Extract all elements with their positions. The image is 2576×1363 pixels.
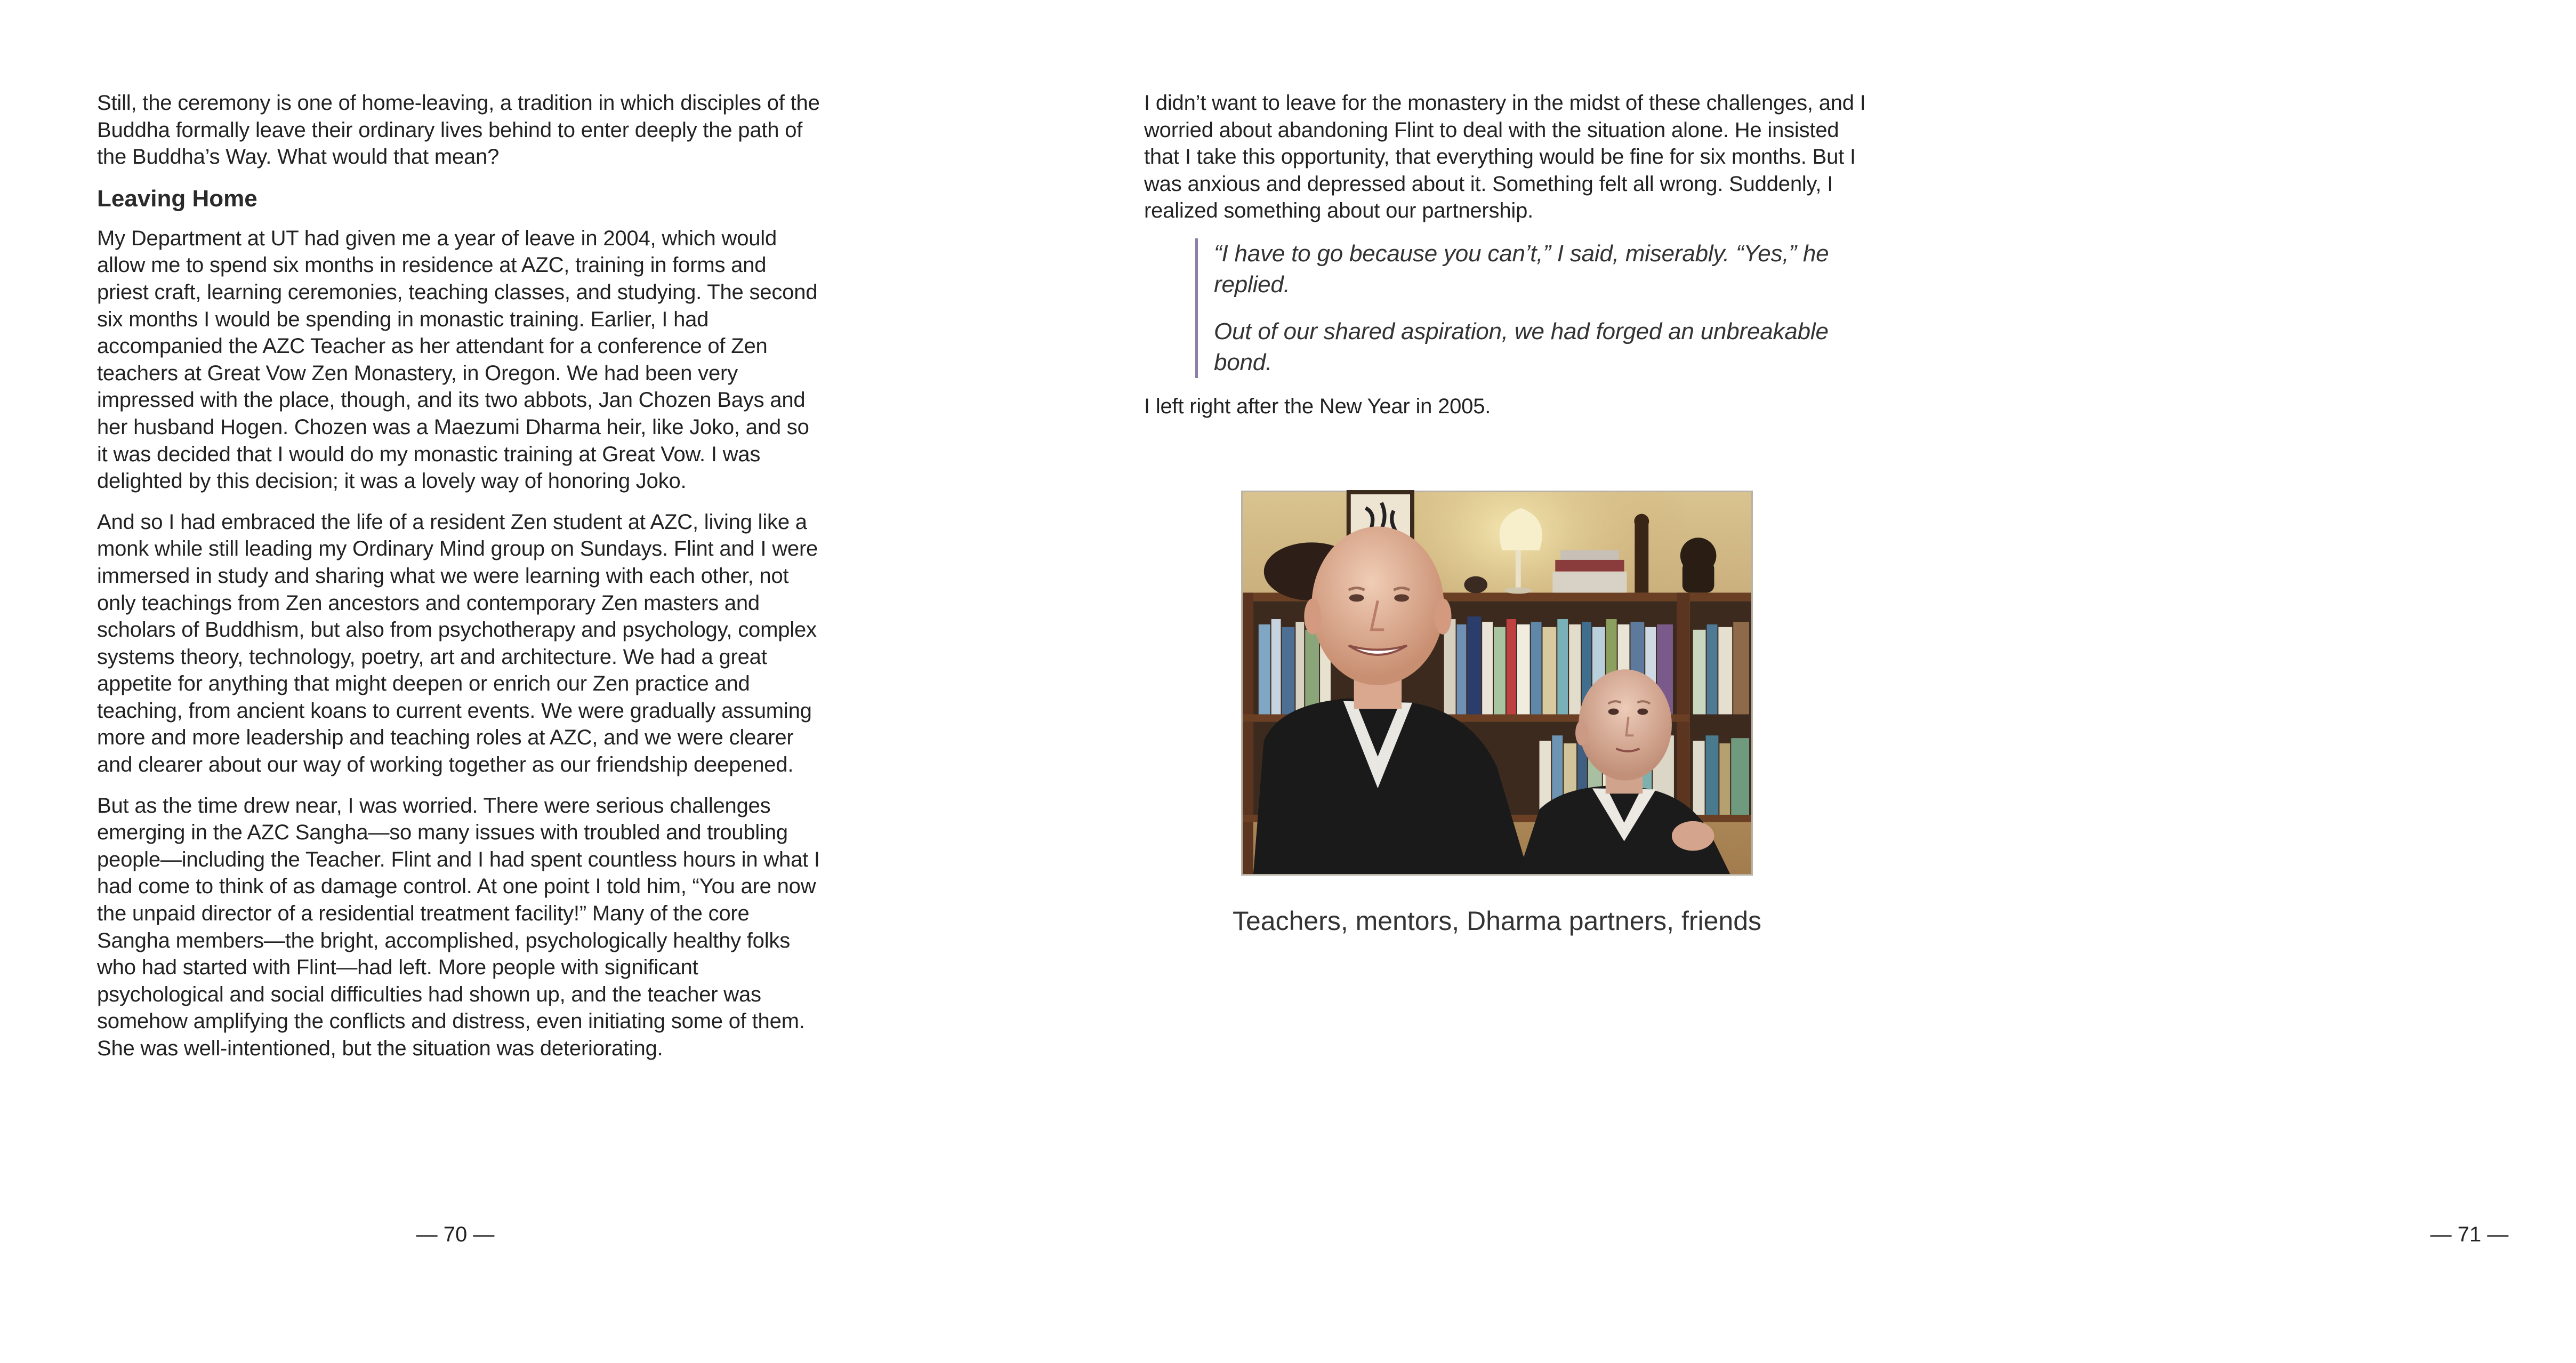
photo-caption: Teachers, mentors, Dharma partners, friends xyxy=(1232,906,1762,936)
body-paragraph: I didn’t want to leave for the monastery in the midst of these challenges, and I worried about abandoning Flint to deal with the situation alone. He insisted that I take this opportunity, that everything would be fine for six months. But I was anxious and depressed about it. Something felt all wrong. Suddenly, I realized something about our partnership. xyxy=(1144,91,1866,223)
body-paragraph: My Department at UT had given me a year of leave in 2004, which would allow me to spend six months in residence at AZC, training in forms and priest craft, learning ceremonies, teaching classes, and studying. The second six months I would be spending in monastic training. Earlier, I had accompanied the AZC Teacher as her attendant for a conference of Zen teachers at Great Vow Zen Monastery, in Oregon. We had been very impressed with the place, though, and its two abbots, Jan Chozen Bays and her husband Hogen. Chozen was a Maezumi Dharma heir, like Joko, and so it was decided that I would do my monastic training at Great Vow. I was delighted by this decision; it was a lovely way of honoring Joko. xyxy=(97,226,818,493)
body-paragraph: And so I had embraced the life of a resident Zen student at AZC, living like a monk while still leading my Ordinary Mind group on Sundays. Flint and I were immersed in study and sharing what we were learning with each other, not only teachings from Zen ancestors and contemporary Zen masters and scholars of Buddhism, but also from psychotherapy and psychology, complex systems theory, technology, poetry, art and architecture. We had a great appetite for anything that might deepen or enrich our Zen practice and teaching, from ancient koans to current events. We were gradually assuming more and more leadership and teaching roles at AZC, and we were clearer and clearer about our way of working together as our friendship deepened. xyxy=(97,510,818,777)
quote-line: Out of our shared aspiration, we had forged an unbreakable bond. xyxy=(1214,318,1829,375)
left-text-column xyxy=(97,90,822,1076)
page-number-left: — 70 — xyxy=(416,1223,495,1246)
block-quote xyxy=(1195,238,1869,378)
body-paragraph: But as the time drew near, I was worried. There were serious challenges emerging in the AZC Sangha—so many issues with troubled and troubling people—including the Teacher. Flint and I had spent countless hours in what I had come to think of as damage control. At one point I told him, “You are now the unpaid director of a residential treatment facility!” Many of the core Sangha members—the bright, accomplished, psychologically healthy folks who had started with Flint—had left. More people with significant psychological and social difficulties had shown up, and the teacher was somehow amplifying the conflicts and distress, even initiating some of them. She was well-intentioned, but the situation was deteriorating. xyxy=(97,793,820,1060)
photo-illustration xyxy=(1243,492,1751,874)
body-paragraph: I left right after the New Year in 2005. xyxy=(1144,394,1491,418)
quote-line: “I have to go because you can’t,” I said, miserably. “Yes,” he replied. xyxy=(1214,240,1829,298)
right-text-column xyxy=(1144,90,1869,434)
left-page xyxy=(0,0,972,1363)
portrait-photo xyxy=(1241,491,1753,876)
opening-paragraph: Still, the ceremony is one of home-leaving, a tradition in which disciples of the Buddha formally leave their ordinary lives behind to enter deeply the path of the Buddha’s Way. What would that mean? xyxy=(97,91,820,169)
page-number-right: — 71 — xyxy=(2430,1223,2509,1246)
section-heading: Leaving Home xyxy=(97,185,257,212)
